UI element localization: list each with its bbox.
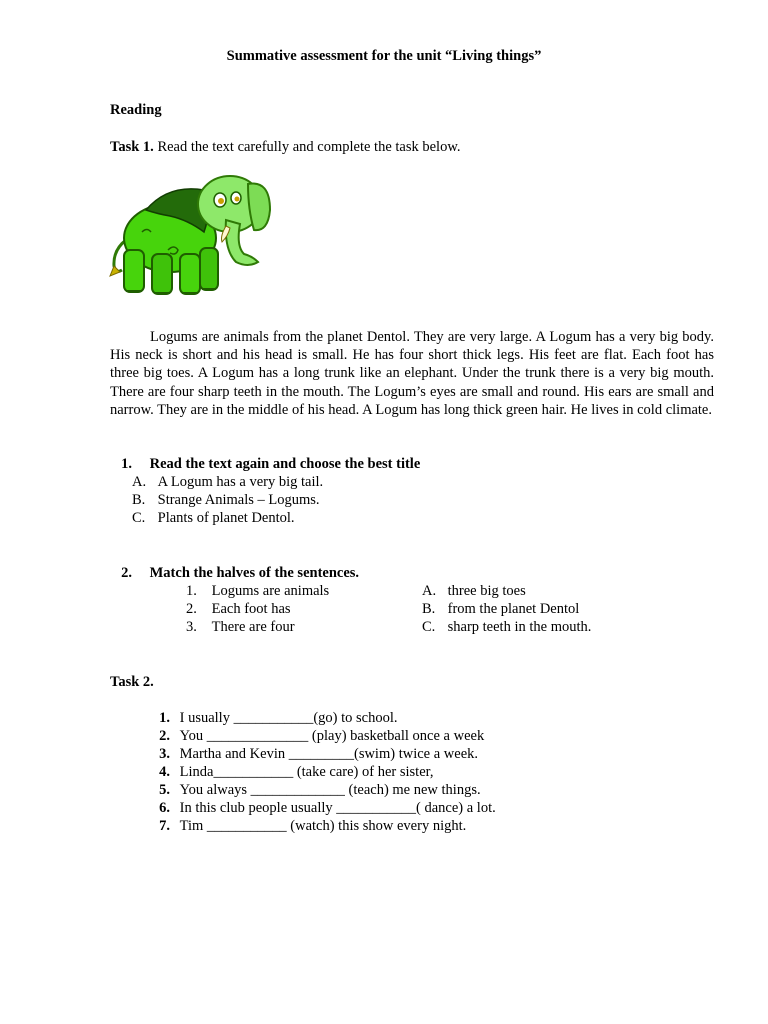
logum-elephant-illustration	[108, 170, 273, 300]
match-right-b	[422, 601, 579, 618]
question-2-text: Match the halves of the sentences.	[149, 565, 360, 581]
question-1-number: 1.	[121, 456, 132, 472]
question-2	[110, 565, 359, 582]
task1-header	[110, 139, 460, 156]
option-b	[132, 492, 320, 509]
task2-item-7	[148, 818, 466, 835]
option-letter: B.	[132, 492, 146, 508]
match-left-number: 2.	[186, 601, 197, 617]
task2-item-6	[148, 800, 496, 817]
task2-item-1	[148, 710, 398, 727]
item-number: 1.	[159, 710, 170, 726]
option-text: Plants of planet Dentol.	[157, 510, 295, 526]
item-text: I usually ___________(go) to school.	[179, 710, 398, 726]
match-left-1	[186, 583, 329, 600]
item-number: 6.	[159, 800, 170, 816]
item-number: 7.	[159, 818, 170, 834]
question-2-number: 2.	[121, 565, 132, 581]
match-right-letter: A.	[422, 583, 437, 599]
match-right-text: from the planet Dentol	[447, 601, 580, 617]
item-text: You ______________ (play) basketball once a week	[179, 728, 485, 744]
match-left-3	[186, 619, 295, 636]
option-c	[132, 510, 295, 527]
match-right-text: three big toes	[447, 583, 526, 599]
match-right-c	[422, 619, 591, 636]
item-number: 4.	[159, 764, 170, 780]
item-text: In this club people usually ___________( dance) a lot.	[179, 800, 496, 816]
question-1-text: Read the text again and choose the best title	[149, 456, 421, 472]
match-right-letter: B.	[422, 601, 436, 617]
task1-label: Task 1.	[110, 139, 154, 155]
task2-label: Task 2.	[110, 674, 154, 690]
option-letter: A.	[132, 474, 147, 490]
option-text: Strange Animals – Logums.	[157, 492, 320, 508]
page-title: Summative assessment for the unit “Living things”	[226, 48, 542, 64]
match-left-text: Logums are animals	[211, 583, 330, 599]
task2-item-2	[148, 728, 484, 745]
option-a	[132, 474, 323, 491]
item-text: Linda___________ (take care) of her sister,	[179, 764, 434, 780]
reading-passage: Logums are animals from the planet Dentol. They are very large. A Logum has a very big body. His neck is short and his head is small. He has four short thick legs. His feet are flat. Each foot has three big toes. A Logum has a long trunk like an elephant. Under the trunk there is a very big mouth. There are four sharp teeth in the mouth. The Logum’s eyes are small and round. His ears are small and narrow. They are in the middle of his head. A Logum has long thick green hair. He lives in cold climate.	[110, 329, 714, 418]
item-number: 3.	[159, 746, 170, 762]
task1-instruction: Read the text carefully and complete the task below.	[157, 139, 461, 155]
match-left-number: 3.	[186, 619, 197, 635]
match-left-2	[186, 601, 291, 618]
option-text: A Logum has a very big tail.	[157, 474, 324, 490]
item-number: 5.	[159, 782, 170, 798]
option-letter: C.	[132, 510, 146, 526]
match-left-number: 1.	[186, 583, 197, 599]
match-right-text: sharp teeth in the mouth.	[447, 619, 592, 635]
task2-item-5	[148, 782, 481, 799]
match-left-text: Each foot has	[211, 601, 291, 617]
task2-item-4	[148, 764, 434, 781]
match-left-text: There are four	[211, 619, 295, 635]
question-1	[110, 456, 420, 473]
task2-item-3	[148, 746, 478, 763]
item-text: You always _____________ (teach) me new things.	[179, 782, 481, 798]
item-text: Tim ___________ (watch) this show every night.	[179, 818, 467, 834]
match-right-letter: C.	[422, 619, 436, 635]
item-text: Martha and Kevin _________(swim) twice a week.	[179, 746, 479, 762]
section-heading: Reading	[110, 102, 162, 118]
match-right-a	[422, 583, 526, 600]
item-number: 2.	[159, 728, 170, 744]
